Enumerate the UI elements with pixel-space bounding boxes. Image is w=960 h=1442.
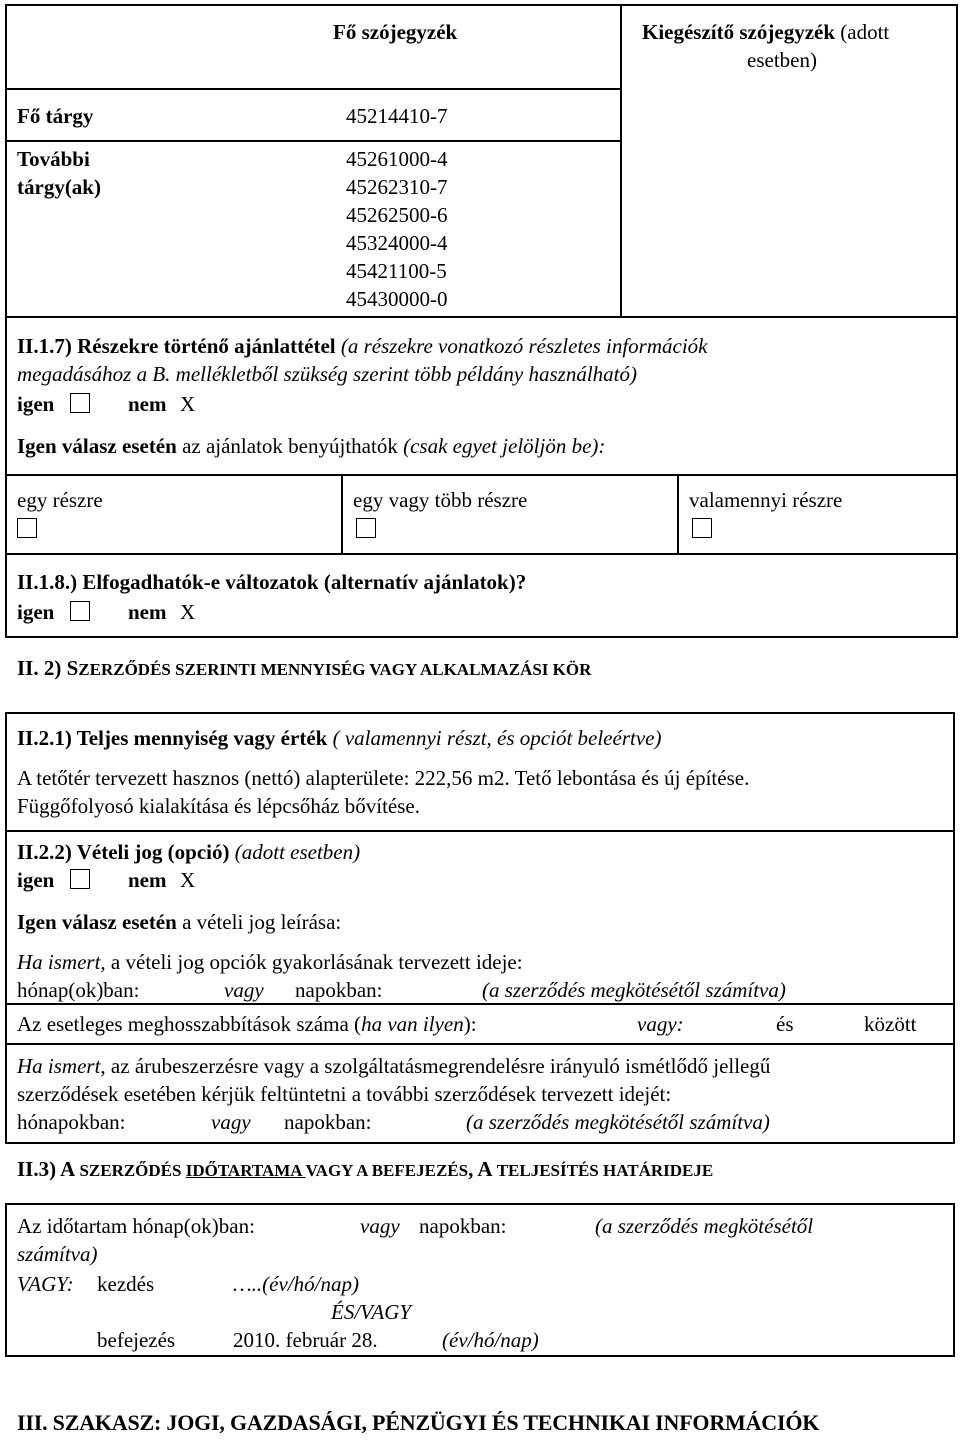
s222-extensions-italic: ha van ilyen xyxy=(361,1012,464,1036)
duration-end-date: 2010. február 28. xyxy=(233,1328,378,1352)
duration-es-vagy: ÉS/VAGY xyxy=(331,1300,412,1324)
options-bottom-border xyxy=(5,553,958,555)
s118-nem-label: nem xyxy=(128,600,167,624)
supp-vocab-header xyxy=(642,18,889,46)
s222-days-label: napokban: xyxy=(295,978,383,1002)
option-all-parts-label: valamennyi részre xyxy=(689,488,843,512)
s222-extensions-between: között xyxy=(864,1012,917,1036)
duration-days-label: napokban: xyxy=(419,1214,507,1238)
option-more-parts-label: egy vagy több részre xyxy=(353,488,528,512)
duration-top-border xyxy=(5,1203,955,1205)
s222-igen-checkbox[interactable] xyxy=(70,869,90,889)
s222-divider-b xyxy=(5,1043,955,1045)
s221-line2: Függőfolyosó kialakítása és lépcsőház bővítése. xyxy=(17,794,420,818)
s222-title xyxy=(17,838,360,866)
s23-heading xyxy=(17,1155,713,1185)
table-right-border xyxy=(956,4,958,638)
main-subject-code: 45214410-7 xyxy=(346,104,448,128)
supp-vocab-header-normal: (adott xyxy=(835,20,890,44)
s222-extensions-a: Az esetleges meghosszabbítások száma ( xyxy=(17,1012,362,1036)
s222-days2-label: napokban: xyxy=(284,1110,372,1134)
s117-title-line2: megadásához a B. mellékletből szükség szerint több példány használható) xyxy=(17,362,638,386)
s222-or-label: vagy xyxy=(224,978,264,1002)
s222-months-label: hónap(ok)ban: xyxy=(17,978,140,1002)
s222-igen-label: igen xyxy=(17,868,55,892)
s117-title xyxy=(17,332,708,360)
section3-title: III. SZAKASZ: JOGI, GAZDASÁGI, PÉNZÜGYI ÉS TECHNIKAI INFORMÁCIÓK xyxy=(17,1410,820,1435)
s117-igen-label: igen xyxy=(17,392,55,416)
option-all-parts-checkbox[interactable] xyxy=(692,518,712,538)
duration-from-contract: (a szerződés megkötésétől xyxy=(595,1214,814,1238)
s118-nem-mark: X xyxy=(180,600,196,624)
vocab-header-divider xyxy=(5,88,622,90)
s117-question xyxy=(17,432,605,460)
s117-question-normal: az ajánlatok benyújthatók xyxy=(176,434,404,458)
other-subject-label-2: tárgy(ak) xyxy=(17,175,101,199)
s23-heading-contract: SZERZŐDÉS xyxy=(79,1161,186,1180)
duration-from-contract-2: számítva) xyxy=(17,1242,98,1266)
s222-from-contract2: (a szerződés megkötésétől számítva) xyxy=(466,1110,770,1134)
s222-extensions-b: ): xyxy=(463,1012,477,1036)
s222-repeat-italic: Ha ismert xyxy=(17,1054,101,1078)
other-code: 45324000-4 xyxy=(346,231,448,255)
other-code: 45261000-4 xyxy=(346,147,448,171)
s222-known-italic: Ha ismert, xyxy=(17,950,106,974)
vocab-column-divider xyxy=(620,4,622,316)
s222-question-bold: Igen válasz esetén xyxy=(17,910,177,934)
s222-repeat-line1 xyxy=(17,1052,770,1080)
s2-heading-prefix: II. 2) S xyxy=(17,656,79,680)
s221-bottom-border xyxy=(5,830,955,832)
s23-heading-duration: IDŐTARTAMA xyxy=(185,1161,306,1180)
s222-nem-label: nem xyxy=(128,868,167,892)
duration-end-unit: (év/hó/nap) xyxy=(442,1328,539,1352)
other-code: 45430000-0 xyxy=(346,287,448,311)
s222-months2-label: hónapokban: xyxy=(17,1110,126,1134)
option-one-part-label: egy részre xyxy=(17,488,103,512)
other-code: 45262500-6 xyxy=(346,203,448,227)
s118-title: II.1.8.) Elfogadhatók-e változatok (alternatív ajánlatok)? xyxy=(17,570,527,594)
s221-line1: A tetőtér tervezett hasznos (nettó) alapterülete: 222,56 m2. Tető lebontása és új építése. xyxy=(17,766,750,790)
s222-known-line xyxy=(17,948,523,976)
s222-title-bold: II.2.2) Vételi jog (opció) xyxy=(17,840,230,864)
s221-title-italic: ( valamennyi részt, és opciót beleértve) xyxy=(327,726,662,750)
options-divider-2 xyxy=(677,474,679,553)
s23-heading-completion: VAGY A BEFEJEZÉS xyxy=(305,1161,469,1180)
s222-repeat-line2: szerződések esetében kérjük feltüntetni a további szerződések tervezett idejét: xyxy=(17,1082,672,1106)
s222-nem-mark: X xyxy=(180,868,196,892)
s23-heading-sep: , A xyxy=(468,1157,497,1181)
supp-vocab-header-line2: esetben) xyxy=(747,48,817,72)
s117-title-bold: II.1.7) Részekre történő ajánlattétel xyxy=(17,334,336,358)
vocab-row-divider xyxy=(5,140,622,142)
s222-title-italic: (adott esetben) xyxy=(229,840,361,864)
s222-divider-a xyxy=(5,1003,955,1005)
s222-extensions-label xyxy=(17,1010,477,1038)
duration-start-label: kezdés xyxy=(97,1272,155,1296)
other-subject-label-1: További xyxy=(17,147,90,171)
duration-start-value: …..(év/hó/nap) xyxy=(233,1272,359,1296)
main-subject-label: Fő tárgy xyxy=(17,104,94,128)
option-one-part-checkbox[interactable] xyxy=(17,518,37,538)
s222-question xyxy=(17,908,341,936)
vocab-bottom-border xyxy=(5,316,958,318)
s222-repeat-normal: , az árubeszerzésre vagy a szolgáltatásmegrendelésre irányuló ismétlődő jellegű xyxy=(100,1054,771,1078)
duration-right-border xyxy=(953,1203,955,1357)
s2-heading xyxy=(17,654,591,684)
options-divider-1 xyxy=(341,474,343,553)
s118-igen-checkbox[interactable] xyxy=(70,601,90,621)
s2-heading-rest: ZERZŐDÉS SZERINTI MENNYISÉG VAGY ALKALMAZÁSI KÖR xyxy=(78,660,592,679)
duration-months-label: Az időtartam hónap(ok)ban: xyxy=(17,1214,255,1238)
other-code: 45421100-5 xyxy=(346,259,447,283)
s222-question-normal: a vételi jog leírása: xyxy=(176,910,342,934)
s117-title-italic: (a részekre vonatkozó részletes információk xyxy=(335,334,708,358)
s22-right-border xyxy=(953,712,955,1144)
duration-end-label: befejezés xyxy=(97,1328,176,1352)
s22-left-border xyxy=(5,712,7,1144)
s117-igen-checkbox[interactable] xyxy=(70,393,90,413)
s222-extensions-and: és xyxy=(776,1012,794,1036)
main-vocab-header: Fő szójegyzék xyxy=(333,20,458,44)
s117-question-italic: (csak egyet jelöljön be): xyxy=(403,434,606,458)
s221-top-border xyxy=(5,712,955,714)
s222-extensions-or: vagy: xyxy=(637,1012,684,1036)
s118-igen-label: igen xyxy=(17,600,55,624)
other-code: 45262310-7 xyxy=(346,175,448,199)
s221-title xyxy=(17,724,661,752)
duration-vagy-label: VAGY: xyxy=(17,1272,74,1296)
s117-question-bold: Igen válasz esetén xyxy=(17,434,177,458)
s222-from-contract: (a szerződés megkötésétől számítva) xyxy=(482,978,786,1002)
duration-left-border xyxy=(5,1203,7,1357)
s23-heading-deadline: TELJESÍTÉS HATÁRIDEJE xyxy=(496,1161,714,1180)
table-left-border xyxy=(5,4,7,638)
duration-bottom-border xyxy=(5,1355,955,1357)
s22-bottom-border xyxy=(5,1142,955,1144)
table-top-border xyxy=(5,4,958,6)
option-more-parts-checkbox[interactable] xyxy=(356,518,376,538)
s117-nem-mark: X xyxy=(180,392,196,416)
s222-or2-label: vagy xyxy=(211,1110,251,1134)
s23-heading-prefix: II.3) A xyxy=(17,1157,80,1181)
supp-vocab-header-bold: Kiegészítő szójegyzék xyxy=(642,20,836,44)
options-top-border xyxy=(5,474,958,476)
table-bottom-border xyxy=(5,636,958,638)
s222-known-normal: a vételi jog opciók gyakorlásának tervezett ideje: xyxy=(105,950,523,974)
s117-nem-label: nem xyxy=(128,392,167,416)
duration-or-label: vagy xyxy=(360,1214,400,1238)
s221-title-bold: II.2.1) Teljes mennyiség vagy érték xyxy=(17,726,328,750)
